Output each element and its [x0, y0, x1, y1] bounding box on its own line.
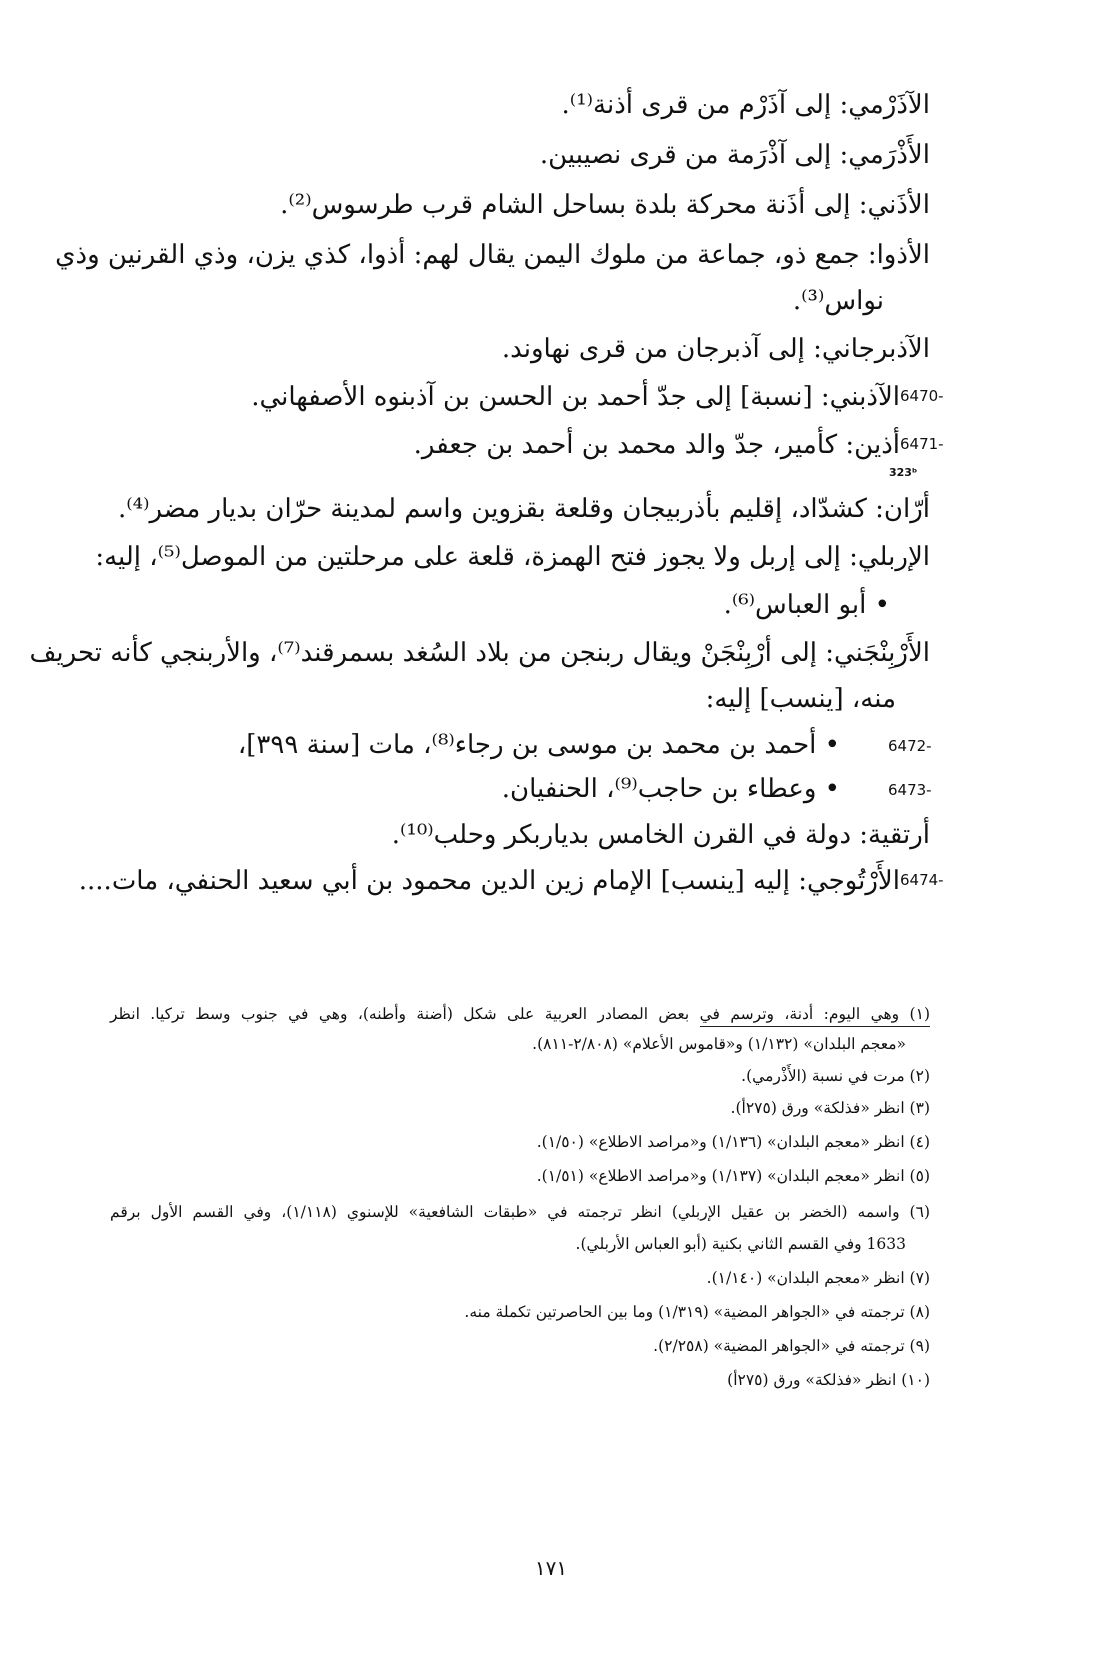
entry-number: 6471- — [900, 435, 944, 453]
entry-line: الأذَني: إلى أذَنة محركة بلدة بساحل الشام قرب طرسوس⁽²⁾. — [280, 190, 930, 220]
entry-number: 6473- — [888, 781, 932, 799]
footnote-line: (٦) واسمه (الخضر بن عقيل الإربلي) انظر ترجمته في «طبقات الشافعية» للإسنوي (١/١١٨)، وفي القسم الأول برقم — [110, 1203, 930, 1221]
folio-marker: 323ᵇ — [889, 466, 918, 479]
entry-line: الإربلي: إلى إربل ولا يجوز فتح الهمزة، قلعة على مرحلتين من الموصل⁽⁵⁾، إليه: — [95, 542, 930, 572]
entry-line: الأَرْتُوجي: إليه [ينسب] الإمام زين الدين محمود بن أبي سعيد الحنفي، مات.... — [78, 866, 900, 896]
entry-line: الأَرْبِنْجَني: إلى أرْبِنْجَنْ ويقال ربنجن من بلاد السُغد بسمرقند⁽⁷⁾، والأربنجي كأنه تحريف — [29, 638, 930, 668]
footnote-line: (٣) انظر «فذلكة» ورق (٢٧٥أ). — [730, 1099, 930, 1117]
footnote-line: (٧) انظر «معجم البلدان» (١/١٤٠). — [706, 1269, 930, 1287]
page-number: ١٧١ — [534, 1556, 568, 1580]
footnote-line: (٢) مرت في نسبة (الأَذْرمي). — [741, 1067, 930, 1085]
entry-number: 6474- — [900, 871, 944, 889]
entry-line: الآذبني: [نسبة] إلى جدّ أحمد بن الحسن بن آذبنوه الأصفهاني. — [251, 382, 900, 412]
entry-line: أذين: كأمير، جدّ والد محمد بن أحمد بن جعفر. — [413, 430, 900, 460]
footnote-line: (١) وهي اليوم: أدنة، وترسم في بعض المصادر العربية على شكل (أضنة وأطنه)، وهي في جنوب وسط تركيا. انظر — [110, 1005, 930, 1023]
footnote-line: (٤) انظر «معجم البلدان» (١/١٣٦) و«مراصد الاطلاع» (١/٥٠). — [536, 1133, 930, 1151]
entry-line: منه، [ينسب] إليه: — [705, 684, 896, 714]
entry-line: الآذَرْمي: إلى آذَرْم من قرى أذنة⁽¹⁾. — [561, 90, 930, 120]
footnote-line: (٩) ترجمته في «الجواهر المضية» (٢/٢٥٨). — [653, 1337, 930, 1355]
footnote-line: (٨) ترجمته في «الجواهر المضية» (١/٣١٩) وما بين الحاصرتين تكملة منه. — [464, 1303, 930, 1321]
entry-line: • أبو العباس⁽⁶⁾. — [723, 590, 890, 620]
footnote-line: (١٠) انظر «فذلكة» ورق (٢٧٥أ) — [727, 1371, 930, 1389]
entry-line: الآذبرجاني: إلى آذبرجان من قرى نهاوند. — [501, 334, 930, 364]
entry-line: • أحمد بن محمد بن موسى بن رجاء⁽⁸⁾، مات [سنة ٣٩٩]، — [237, 730, 840, 760]
footnote-line: (٥) انظر «معجم البلدان» (١/١٣٧) و«مراصد الاطلاع» (١/٥١). — [536, 1167, 930, 1185]
footnote-line: «معجم البلدان» (١/١٣٢) و«قاموس الأعلام» (٢/٨٠٨-٨١١). — [532, 1035, 906, 1053]
entry-number: 6472- — [888, 737, 932, 755]
entry-line: أرّان: كشدّاد، إقليم بأذربيجان وقلعة بقزوين واسم لمدينة حرّان بديار مضر⁽⁴⁾. — [117, 494, 930, 524]
entry-line: نواس⁽³⁾. — [792, 286, 884, 316]
entry-line: • وعطاء بن حاجب⁽⁹⁾، الحنفيان. — [501, 774, 840, 804]
entry-line: الأَذْرَمي: إلى آذْرَمة من قرى نصيبين. — [539, 140, 930, 170]
footnote-line: 1633 وفي القسم الثاني بكنية (أبو العباس الأربلي). — [575, 1235, 906, 1253]
entry-number: 6470- — [900, 387, 944, 405]
entry-line: الأذوا: جمع ذو، جماعة من ملوك اليمن يقال لهم: أذوا، كذي يزن، وذي القرنين وذي — [55, 240, 930, 270]
entry-line: أرتقية: دولة في القرن الخامس بدياربكر وحلب⁽¹⁰⁾. — [391, 820, 930, 850]
